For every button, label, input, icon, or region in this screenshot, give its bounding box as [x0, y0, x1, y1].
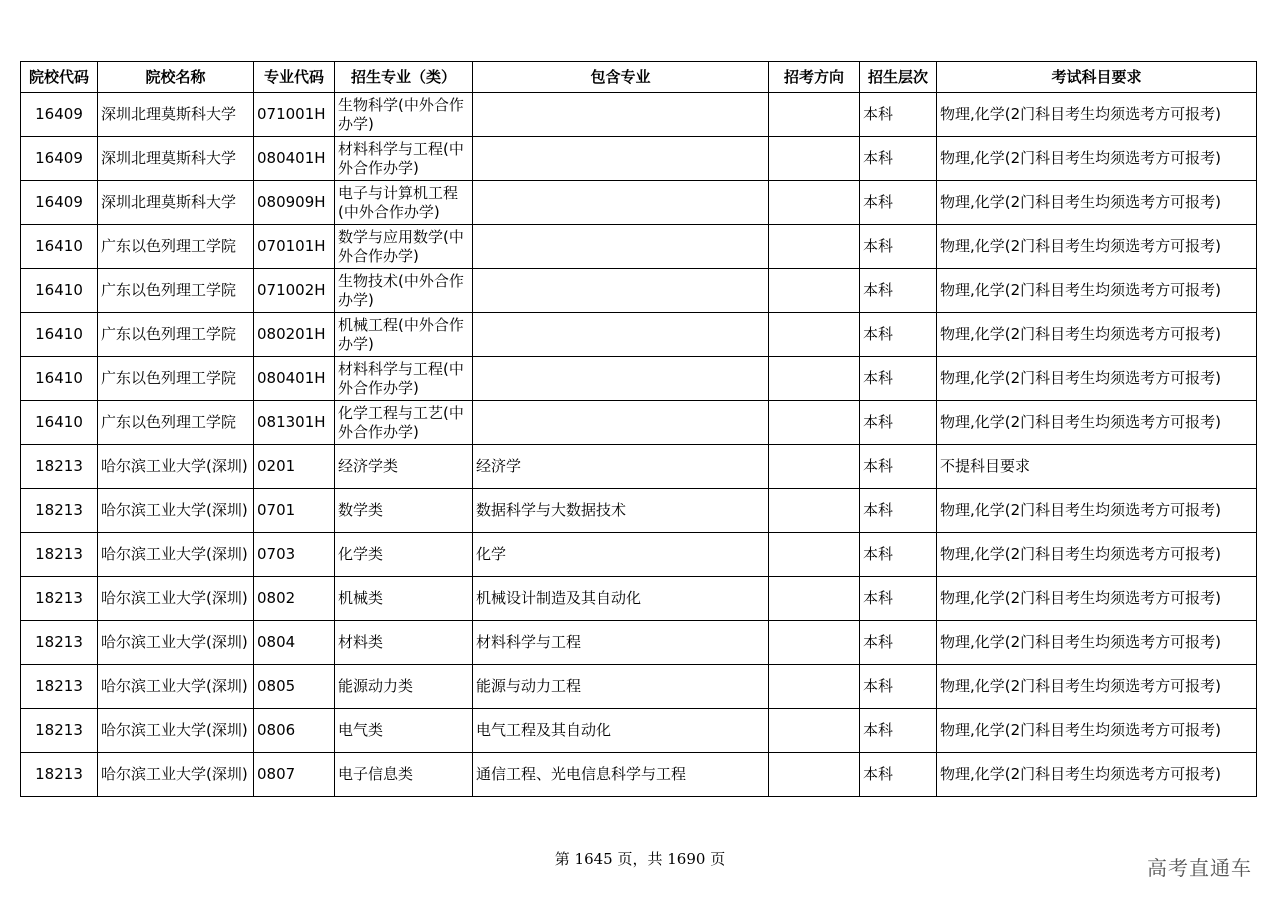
cell-subject-requirements: 物理,化学(2门科目考生均须选考方可报考) — [937, 181, 1257, 225]
cell-school-name: 广东以色列理工学院 — [98, 401, 254, 445]
cell-school-code: 16409 — [21, 181, 98, 225]
cell-included-majors: 数据科学与大数据技术 — [473, 489, 769, 533]
cell-school-code: 18213 — [21, 533, 98, 577]
cell-major-code: 071002H — [254, 269, 335, 313]
cell-school-name: 哈尔滨工业大学(深圳) — [98, 753, 254, 797]
cell-direction — [769, 533, 860, 577]
header-major: 招生专业（类） — [335, 62, 473, 93]
cell-school-code: 18213 — [21, 489, 98, 533]
cell-school-code: 16410 — [21, 357, 98, 401]
cell-school-name: 哈尔滨工业大学(深圳) — [98, 533, 254, 577]
cell-included-majors — [473, 313, 769, 357]
cell-direction — [769, 709, 860, 753]
table-row — [21, 269, 1257, 313]
cell-major-code: 0201 — [254, 445, 335, 489]
cell-direction — [769, 753, 860, 797]
cell-school-code: 18213 — [21, 709, 98, 753]
table-row — [21, 401, 1257, 445]
cell-school-name: 哈尔滨工业大学(深圳) — [98, 445, 254, 489]
cell-school-name: 广东以色列理工学院 — [98, 357, 254, 401]
cell-direction — [769, 313, 860, 357]
cell-level: 本科 — [860, 137, 937, 181]
cell-subject-requirements: 物理,化学(2门科目考生均须选考方可报考) — [937, 269, 1257, 313]
header-subject-requirements: 考试科目要求 — [937, 62, 1257, 93]
table-row — [21, 709, 1257, 753]
cell-level: 本科 — [860, 577, 937, 621]
cell-direction — [769, 225, 860, 269]
cell-school-code: 16410 — [21, 313, 98, 357]
cell-level: 本科 — [860, 225, 937, 269]
cell-major: 化学类 — [335, 533, 473, 577]
cell-major: 电气类 — [335, 709, 473, 753]
header-major-code: 专业代码 — [254, 62, 335, 93]
table-row — [21, 445, 1257, 489]
cell-subject-requirements: 物理,化学(2门科目考生均须选考方可报考) — [937, 753, 1257, 797]
cell-included-majors — [473, 401, 769, 445]
cell-major-code: 080201H — [254, 313, 335, 357]
cell-school-name: 深圳北理莫斯科大学 — [98, 137, 254, 181]
cell-direction — [769, 621, 860, 665]
cell-included-majors: 化学 — [473, 533, 769, 577]
cell-included-majors: 机械设计制造及其自动化 — [473, 577, 769, 621]
table-row — [21, 357, 1257, 401]
cell-major: 机械类 — [335, 577, 473, 621]
cell-subject-requirements: 物理,化学(2门科目考生均须选考方可报考) — [937, 401, 1257, 445]
cell-level: 本科 — [860, 709, 937, 753]
cell-level: 本科 — [860, 401, 937, 445]
cell-school-code: 18213 — [21, 621, 98, 665]
cell-school-name: 哈尔滨工业大学(深圳) — [98, 665, 254, 709]
cell-major-code: 0807 — [254, 753, 335, 797]
cell-subject-requirements: 物理,化学(2门科目考生均须选考方可报考) — [937, 93, 1257, 137]
cell-level: 本科 — [860, 357, 937, 401]
cell-major: 能源动力类 — [335, 665, 473, 709]
cell-level: 本科 — [860, 181, 937, 225]
cell-major: 电子信息类 — [335, 753, 473, 797]
cell-subject-requirements: 不提科目要求 — [937, 445, 1257, 489]
cell-included-majors — [473, 357, 769, 401]
cell-major: 材料科学与工程(中外合作办学) — [335, 357, 473, 401]
cell-level: 本科 — [860, 665, 937, 709]
table-row — [21, 753, 1257, 797]
table-row — [21, 489, 1257, 533]
cell-subject-requirements: 物理,化学(2门科目考生均须选考方可报考) — [937, 665, 1257, 709]
cell-direction — [769, 401, 860, 445]
cell-included-majors: 能源与动力工程 — [473, 665, 769, 709]
cell-included-majors — [473, 269, 769, 313]
cell-level: 本科 — [860, 313, 937, 357]
header-school-code: 院校代码 — [21, 62, 98, 93]
cell-level: 本科 — [860, 489, 937, 533]
cell-included-majors: 电气工程及其自动化 — [473, 709, 769, 753]
cell-major-code: 0804 — [254, 621, 335, 665]
watermark-text: 高考直通车 — [1147, 856, 1252, 880]
cell-major-code: 071001H — [254, 93, 335, 137]
cell-major-code: 080401H — [254, 357, 335, 401]
cell-major-code: 081301H — [254, 401, 335, 445]
cell-level: 本科 — [860, 269, 937, 313]
cell-school-name: 哈尔滨工业大学(深圳) — [98, 489, 254, 533]
cell-school-name: 哈尔滨工业大学(深圳) — [98, 577, 254, 621]
header-level: 招生层次 — [860, 62, 937, 93]
cell-level: 本科 — [860, 93, 937, 137]
admissions-table — [20, 61, 1257, 797]
table-header-row — [21, 62, 1257, 93]
header-school-name: 院校名称 — [98, 62, 254, 93]
cell-school-code: 18213 — [21, 753, 98, 797]
page-number: 第 1645 页，共 1690 页 — [554, 850, 726, 868]
table-row — [21, 665, 1257, 709]
cell-subject-requirements: 物理,化学(2门科目考生均须选考方可报考) — [937, 357, 1257, 401]
cell-school-code: 18213 — [21, 665, 98, 709]
cell-major-code: 080909H — [254, 181, 335, 225]
cell-level: 本科 — [860, 753, 937, 797]
cell-major-code: 070101H — [254, 225, 335, 269]
cell-school-code: 16409 — [21, 93, 98, 137]
cell-included-majors: 经济学 — [473, 445, 769, 489]
cell-included-majors — [473, 93, 769, 137]
cell-included-majors: 材料科学与工程 — [473, 621, 769, 665]
cell-major: 数学与应用数学(中外合作办学) — [335, 225, 473, 269]
cell-level: 本科 — [860, 621, 937, 665]
table-row — [21, 93, 1257, 137]
cell-level: 本科 — [860, 533, 937, 577]
cell-major-code: 0802 — [254, 577, 335, 621]
cell-school-code: 16409 — [21, 137, 98, 181]
cell-major: 材料类 — [335, 621, 473, 665]
cell-school-code: 16410 — [21, 269, 98, 313]
cell-subject-requirements: 物理,化学(2门科目考生均须选考方可报考) — [937, 709, 1257, 753]
cell-direction — [769, 269, 860, 313]
cell-major: 电子与计算机工程(中外合作办学) — [335, 181, 473, 225]
table-row — [21, 533, 1257, 577]
cell-school-name: 广东以色列理工学院 — [98, 313, 254, 357]
cell-direction — [769, 93, 860, 137]
cell-major-code: 080401H — [254, 137, 335, 181]
cell-subject-requirements: 物理,化学(2门科目考生均须选考方可报考) — [937, 533, 1257, 577]
table-row — [21, 225, 1257, 269]
header-direction: 招考方向 — [769, 62, 860, 93]
cell-school-code: 16410 — [21, 225, 98, 269]
cell-major: 材料科学与工程(中外合作办学) — [335, 137, 473, 181]
cell-major-code: 0805 — [254, 665, 335, 709]
cell-direction — [769, 665, 860, 709]
cell-major-code: 0701 — [254, 489, 335, 533]
cell-subject-requirements: 物理,化学(2门科目考生均须选考方可报考) — [937, 137, 1257, 181]
cell-subject-requirements: 物理,化学(2门科目考生均须选考方可报考) — [937, 225, 1257, 269]
cell-subject-requirements: 物理,化学(2门科目考生均须选考方可报考) — [937, 621, 1257, 665]
cell-subject-requirements: 物理,化学(2门科目考生均须选考方可报考) — [937, 313, 1257, 357]
cell-school-name: 哈尔滨工业大学(深圳) — [98, 709, 254, 753]
cell-subject-requirements: 物理,化学(2门科目考生均须选考方可报考) — [937, 489, 1257, 533]
cell-included-majors — [473, 225, 769, 269]
table-body — [21, 93, 1257, 797]
cell-major: 生物技术(中外合作办学) — [335, 269, 473, 313]
cell-school-code: 16410 — [21, 401, 98, 445]
cell-major: 机械工程(中外合作办学) — [335, 313, 473, 357]
cell-school-name: 广东以色列理工学院 — [98, 269, 254, 313]
cell-major: 数学类 — [335, 489, 473, 533]
cell-level: 本科 — [860, 445, 937, 489]
cell-major-code: 0806 — [254, 709, 335, 753]
cell-school-name: 广东以色列理工学院 — [98, 225, 254, 269]
cell-direction — [769, 137, 860, 181]
cell-direction — [769, 357, 860, 401]
table-row — [21, 181, 1257, 225]
cell-direction — [769, 577, 860, 621]
cell-direction — [769, 445, 860, 489]
cell-major: 化学工程与工艺(中外合作办学) — [335, 401, 473, 445]
cell-school-code: 18213 — [21, 445, 98, 489]
cell-direction — [769, 181, 860, 225]
cell-direction — [769, 489, 860, 533]
table-row — [21, 577, 1257, 621]
cell-school-code: 18213 — [21, 577, 98, 621]
table-row — [21, 313, 1257, 357]
cell-school-name: 深圳北理莫斯科大学 — [98, 93, 254, 137]
cell-major: 生物科学(中外合作办学) — [335, 93, 473, 137]
header-included-majors: 包含专业 — [473, 62, 769, 93]
cell-major-code: 0703 — [254, 533, 335, 577]
table-row — [21, 621, 1257, 665]
cell-school-name: 深圳北理莫斯科大学 — [98, 181, 254, 225]
cell-included-majors — [473, 181, 769, 225]
cell-subject-requirements: 物理,化学(2门科目考生均须选考方可报考) — [937, 577, 1257, 621]
cell-included-majors: 通信工程、光电信息科学与工程 — [473, 753, 769, 797]
cell-included-majors — [473, 137, 769, 181]
cell-school-name: 哈尔滨工业大学(深圳) — [98, 621, 254, 665]
table-row — [21, 137, 1257, 181]
cell-major: 经济学类 — [335, 445, 473, 489]
